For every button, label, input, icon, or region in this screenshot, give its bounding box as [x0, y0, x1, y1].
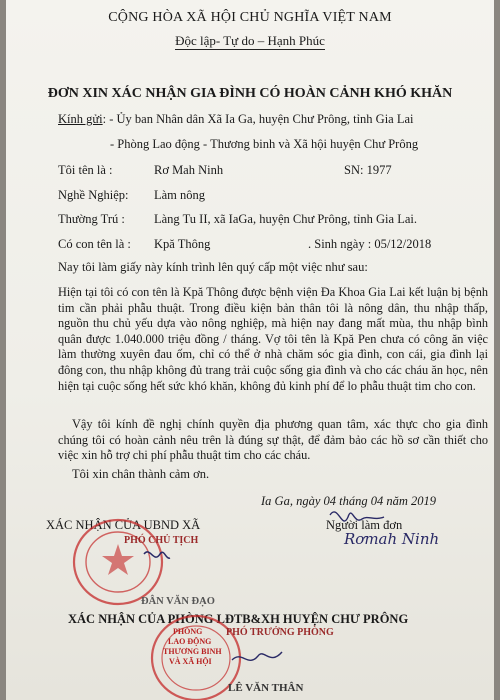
recipients-label: Kính gửi [58, 112, 103, 126]
date-line: Ia Ga, ngày 04 tháng 04 năm 2019 [261, 494, 436, 508]
ldtb-confirm-label: XÁC NHẬN CỦA PHÒNG LĐTB&XH HUYỆN CHƯ PRÔNG [68, 612, 409, 626]
nation-header: CỘNG HÒA XÃ HỘI CHỦ NGHĨA VIỆT NAM [108, 10, 392, 25]
deputy-chair-title: PHÓ CHỦ TỊCH [124, 535, 199, 546]
child-value: Kpă Thông [154, 237, 211, 251]
stamp2-line4: VÀ XÃ HỘI [169, 657, 212, 666]
applicant-signature-name: Rơmah Ninh [344, 530, 440, 548]
recipients-line1 [58, 112, 414, 127]
job-value: Làm nông [154, 188, 206, 202]
residence-value: Làng Tu II, xã IaGa, huyện Chư Prông, tỉnh Gia Lai. [154, 212, 417, 226]
motto [6, 33, 494, 49]
main-paragraph: Hiện tại tôi có con tên là Kpă Thông được bệnh viện Đa Khoa Gia Lai kết luận bị bệnh tim cần phải phẫu thuật. Trong điều kiện bản thân tôi là nông dân, thu nhập thấp, nguồn thu chủ yếu dựa vào nông nghiệp, mà hiện nay đang mất mùa, thu nhập bình quân được 1.040.000 triệu đồng / tháng. Vợ tôi tên là Kpă Pen chưa có công ăn việc làm thường xuyên đau ốm, chỉ có thể ở nhà chăm sóc gia đình, con cái, gia đình lại đông con, thu nhập không đủ trang trải cuộc sống gia đình và cho các cháu ăn học, nên hiện tại cuộc sống hết sức khó khăn, không đủ kinh phí để lo phẫu thuật tim cho con. [58, 285, 488, 393]
name-label: Tôi tên là : [58, 163, 113, 177]
deputy-head-signature [228, 640, 288, 674]
motto-text: Độc lập- Tự do – Hạnh Phúc [175, 33, 325, 48]
name-value: Rơ Mah Ninh [154, 163, 224, 177]
request-paragraph: Vậy tôi kính đề nghị chính quyền địa phương quan tâm, xác thực cho gia đình chúng tôi có hoàn cảnh nêu trên là đúng sự thật, để đảm bảo các hồ sơ cần thiết cho việc xin hỗ trợ chi phí phẫu thuật tim cho các cháu. [58, 417, 488, 463]
stamp2-line2: LAO ĐỘNG [168, 637, 212, 646]
intro-line: Nay tôi làm giấy này kính trình lên quý cấp một việc như sau: [58, 260, 368, 274]
job-label: Nghề Nghiệp: [58, 188, 129, 202]
applicant-label: Người làm đơn [326, 518, 403, 532]
document-title: ĐƠN XIN XÁC NHẬN GIA ĐÌNH CÓ HOÀN CẢNH KHÓ KHĂN [47, 86, 453, 101]
deputy-signature [136, 540, 176, 570]
deputy-head-name: LÊ VĂN THÂN [228, 682, 304, 694]
document-page [6, 0, 494, 700]
recipient-2: - Phòng Lao động - Thương binh và Xã hội huyện Chư Prông [110, 137, 419, 151]
child-dob: . Sinh ngày : 05/12/2018 [308, 237, 432, 251]
birth-year: SN: 1977 [344, 163, 392, 177]
stamp2-line1: PHÒNG [173, 627, 203, 636]
stamp2-line3: THƯƠNG BINH [163, 647, 222, 656]
recipient-1: : - Ủy ban Nhân dân Xã Ia Ga, huyện Chư Prông, tỉnh Gia Lai [102, 112, 414, 126]
deputy-head-title: PHÓ TRƯỞNG PHÒNG [226, 627, 334, 638]
thanks-line: Tôi xin chân thành cảm ơn. [72, 467, 210, 481]
ubnd-confirm-label: XÁC NHẬN CỦA UBND XÃ [46, 518, 201, 532]
child-label: Có con tên là : [58, 237, 131, 251]
residence-label: Thường Trú : [58, 212, 125, 226]
commune-stamp [66, 508, 199, 608]
deputy-chair-name: ĐÂN VĂN ĐẠO [141, 596, 215, 607]
